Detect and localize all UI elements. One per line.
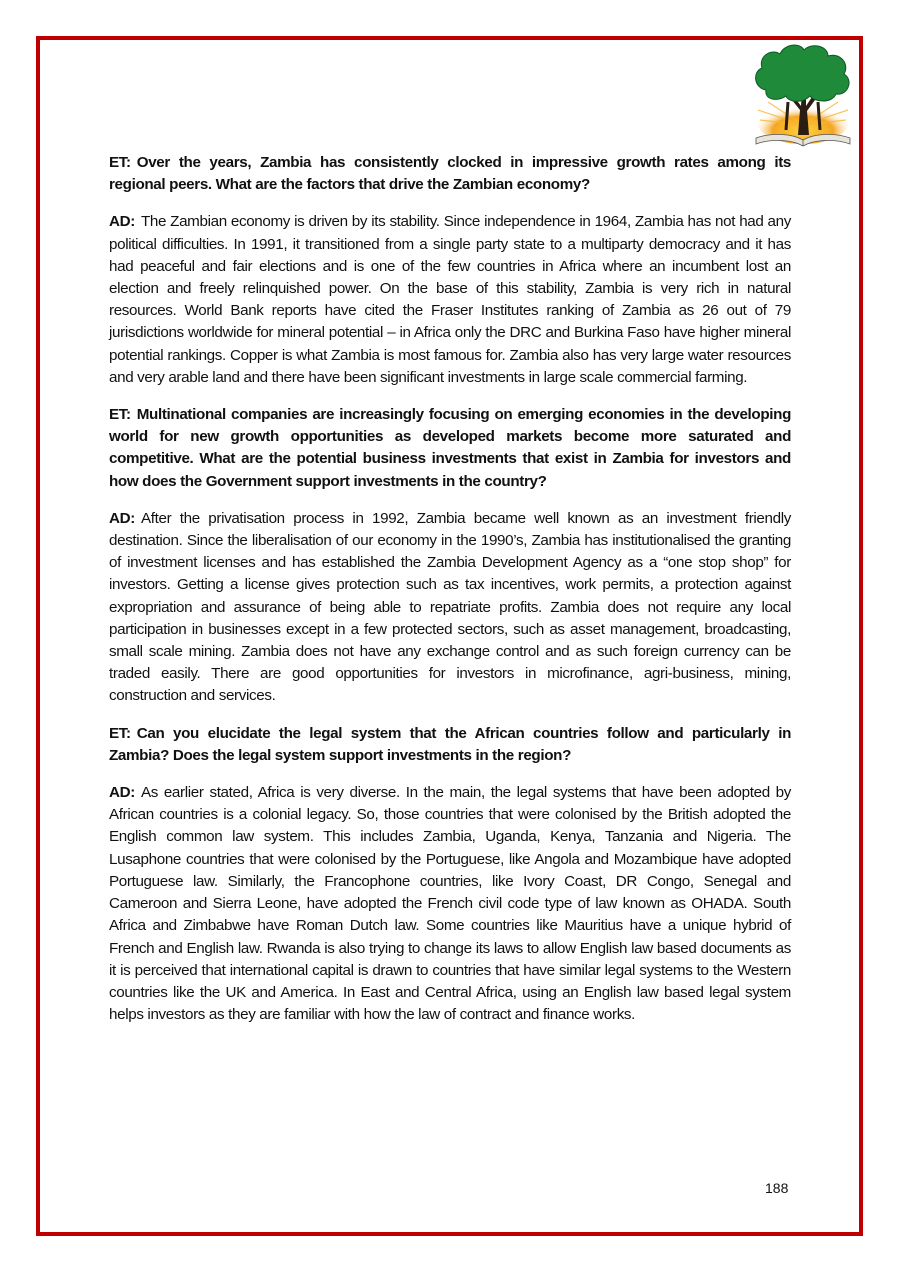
answer-text: As earlier stated, Africa is very diverse. In the main, the legal systems that have been adopted by African countries is a colonial legacy. So, those countries that were colonised by the British adopted the English common law system. This includes Zambia, Uganda, Kenya, Tanzania and Nigeria. The Lusaphone countries that were colonised by the Portuguese, like Angola and Mozambique have adopted Portuguese law. Similarly, the Francophone countries, like Ivory Coast, DR Congo, Senegal and Cameroon and Sierra Leone, have adopted the French civil code type of law known as OHADA. South Africa and Zimbabwe have Roman Dutch law. Some countries like Mauritius have a unique hybrid of French and English law. Rwanda is also trying to change its laws to allow English law based documents as it is perceived that international capital is drawn to countries that have similar legal systems to the Western countries like the UK and America. In East and Central Africa, using an English law based legal system helps investors as they are familiar with how the law of contract and finance works. (109, 784, 791, 1024)
question-text: Over the years, Zambia has consistently clocked in impressive growth rates among its regional peers. What are the factors that drive the Zambian economy? (109, 154, 791, 194)
question-text: Can you elucidate the legal system that the African countries follow and particularly in Zambia? Does the legal system support investments in the region? (109, 724, 791, 764)
question-1 (109, 152, 791, 196)
speaker-label: AD: (109, 213, 135, 231)
speaker-label: ET: (109, 154, 131, 171)
tree-on-open-book-icon (748, 40, 858, 152)
speaker-label: AD: (109, 509, 135, 527)
answer-text: The Zambian economy is driven by its stability. Since independence in 1964, Zambia has not had any political difficulties. In 1991, it transitioned from a single party state to a multiparty democracy and it has had peaceful and fair elections and is one of the few countries in Africa where an incumbent lost an election and freely relinquished power. On the base of this stability, Zambia is very rich in natural resources. World Bank reports have cited the Fraser Institutes ranking of Zambia as 26 out of 79 jurisdictions worldwide for mineral potential – in Africa only the DRC and Burkina Faso have higher mineral potential rankings. Copper is what Zambia is most famous for. Zambia also has very large water resources and very arable land and there have been significant investments in large scale commercial farming. (109, 213, 791, 386)
question-3 (109, 723, 791, 767)
speaker-label: ET: (109, 406, 131, 424)
page-number: 188 (765, 1180, 789, 1196)
interview-content (109, 152, 791, 1041)
answer-2 (109, 508, 791, 708)
answer-3 (109, 782, 791, 1026)
speaker-label: ET: (109, 724, 131, 742)
speaker-label: AD: (109, 784, 135, 802)
question-text: Multinational companies are increasingly focusing on emerging economies in the developing world for new growth opportunities as developed markets become more saturated and competitive. What are the potential business investments that exist in Zambia for investors and how does the Government support investments in the country? (109, 406, 791, 490)
answer-1 (109, 211, 791, 389)
answer-text: After the privatisation process in 1992, Zambia became well known as an investment friendly destination. Since the liberalisation of our economy in the 1990’s, Zambia has institutionalised the granting of investment licenses and has established the Zambia Development Agency as a “one stop shop” for investors. Getting a license gives protection such as tax incentives, work permits, a protection against expropriation and assurance of being able to repatriate profits. Zambia does not require any local participation in businesses except in a few protected sectors, such as asset management, broadcasting, small scale mining. Zambia does not have any exchange control and as such foreign currency can be traded easily. There are good opportunities for investors in microfinance, agri-business, mining, construction and services. (109, 509, 791, 705)
question-2 (109, 404, 791, 493)
